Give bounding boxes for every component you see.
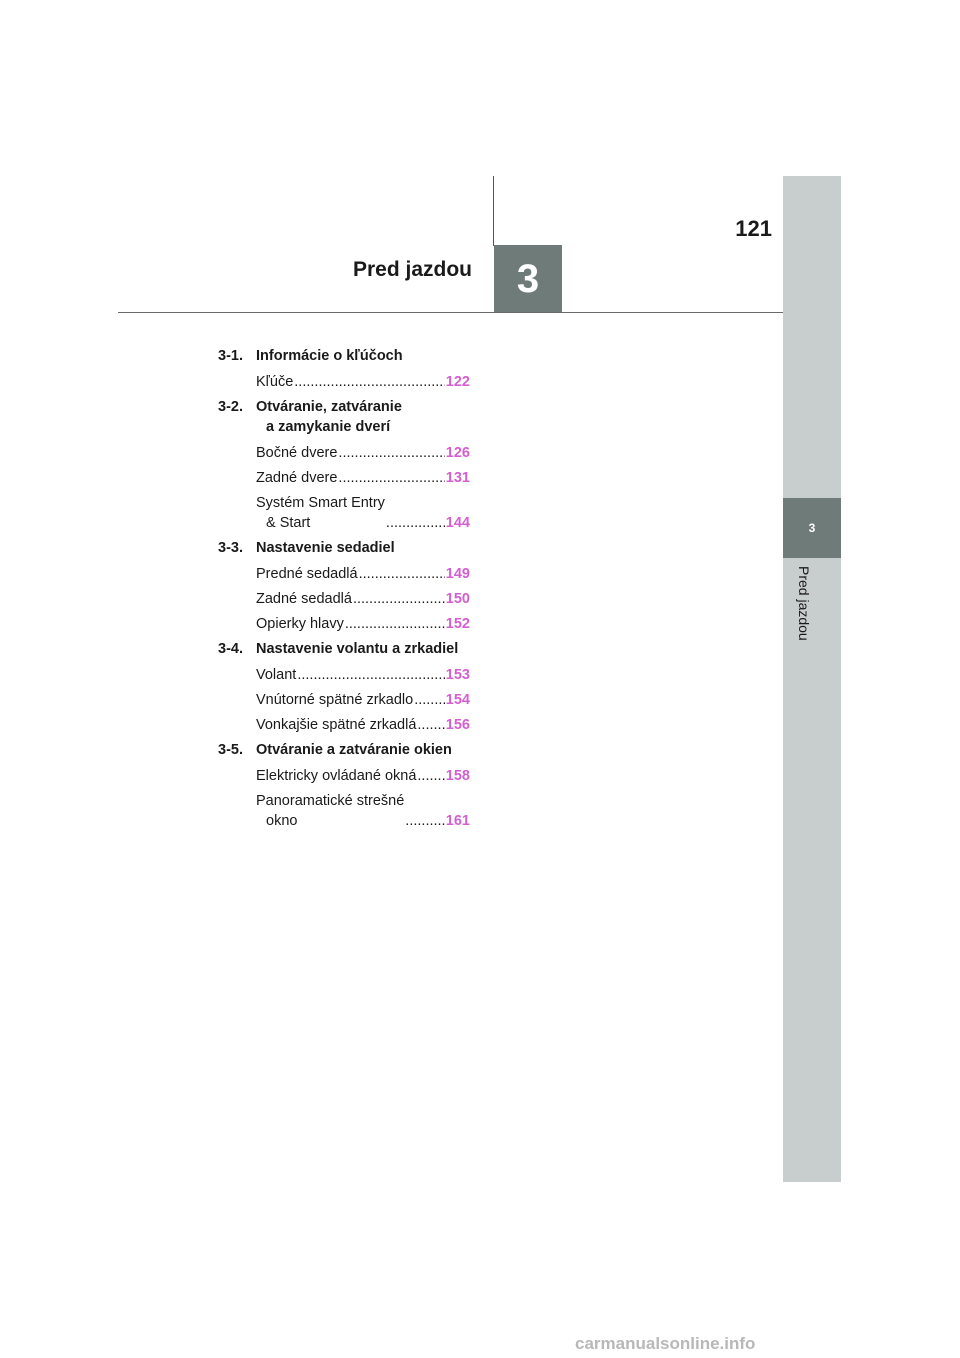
leader-dots xyxy=(405,811,445,831)
table-of-contents xyxy=(218,346,470,836)
entry-label-line2: & Start xyxy=(266,515,311,531)
entry-page-link[interactable]: 126 xyxy=(445,445,470,461)
section-title-line2: a zamykanie dverí xyxy=(266,419,391,435)
entry-label: Zadné sedadlá xyxy=(256,591,352,607)
toc-entry[interactable] xyxy=(256,564,470,584)
entry-label: Elektricky ovládané okná xyxy=(256,768,417,784)
toc-entry[interactable] xyxy=(256,614,470,634)
entry-label: Kľúče xyxy=(256,374,294,390)
entry-page-link[interactable]: 156 xyxy=(445,717,470,733)
leader-dots xyxy=(338,468,444,488)
entry-page-link[interactable]: 131 xyxy=(445,470,470,486)
section-title-line1: Otváranie, zatváranie xyxy=(256,399,402,415)
divider-vertical xyxy=(493,176,494,246)
entry-page-link[interactable]: 144 xyxy=(445,515,470,531)
entry-label: Opierky hlavy xyxy=(256,616,344,632)
toc-entry[interactable] xyxy=(256,715,470,735)
toc-entry[interactable] xyxy=(256,665,470,685)
entry-label-line2: okno xyxy=(266,813,298,829)
entry-label-line1: Panoramatické strešné xyxy=(256,793,405,809)
toc-entry[interactable] xyxy=(256,766,470,786)
entry-page-link[interactable]: 154 xyxy=(445,692,470,708)
toc-entry[interactable] xyxy=(256,372,470,392)
chapter-sidebar xyxy=(783,176,841,1182)
section-title: Informácie o kľúčoch xyxy=(256,348,403,364)
toc-section-3-3 xyxy=(218,538,470,558)
chapter-title: Pred jazdou xyxy=(352,258,472,281)
toc-section-3-2 xyxy=(218,397,470,437)
entry-label xyxy=(256,493,385,533)
toc-entry[interactable] xyxy=(256,443,470,463)
section-number: 3-3. xyxy=(218,540,243,556)
entry-label: Predné sedadlá xyxy=(256,566,358,582)
chapter-number-box: 3 xyxy=(494,245,562,313)
leader-dots xyxy=(414,690,445,710)
section-title: Nastavenie volantu a zrkadiel xyxy=(256,641,459,657)
leader-dots xyxy=(345,614,445,634)
section-number: 3-1. xyxy=(218,348,243,364)
entry-label xyxy=(256,791,404,831)
entry-label: Vnútorné spätné zrkadlo xyxy=(256,692,414,708)
entry-page-link[interactable]: 149 xyxy=(445,566,470,582)
toc-section-3-4 xyxy=(218,639,470,659)
entry-page-link[interactable]: 150 xyxy=(445,591,470,607)
section-number: 3-4. xyxy=(218,641,243,657)
section-title: Nastavenie sedadiel xyxy=(256,540,395,556)
section-title xyxy=(256,397,402,437)
entry-page-link[interactable]: 153 xyxy=(445,667,470,683)
sidebar-chapter-tab[interactable]: 3 xyxy=(783,498,841,558)
divider-horizontal xyxy=(118,312,783,313)
entry-page-link[interactable]: 161 xyxy=(445,813,470,829)
toc-section-3-1 xyxy=(218,346,470,366)
leader-dots xyxy=(386,513,445,533)
section-number: 3-5. xyxy=(218,742,243,758)
entry-label: Vonkajšie spätné zrkadlá xyxy=(256,717,417,733)
entry-page-link[interactable]: 158 xyxy=(445,768,470,784)
toc-entry[interactable] xyxy=(256,468,470,488)
leader-dots xyxy=(417,715,444,735)
page-number: 121 xyxy=(735,216,772,241)
toc-entry[interactable] xyxy=(256,589,470,609)
leader-dots xyxy=(294,372,445,392)
entry-label: Volant xyxy=(256,667,297,683)
toc-entry[interactable] xyxy=(256,791,470,831)
sidebar-chapter-label: Pred jazdou xyxy=(796,566,812,641)
leader-dots xyxy=(417,766,444,786)
entry-page-link[interactable]: 152 xyxy=(445,616,470,632)
toc-entry[interactable] xyxy=(256,690,470,710)
toc-section-3-5 xyxy=(218,740,470,760)
leader-dots xyxy=(353,589,445,609)
toc-entry[interactable] xyxy=(256,493,470,533)
leader-dots xyxy=(338,443,444,463)
entry-page-link[interactable]: 122 xyxy=(445,374,470,390)
watermark: carmanualsonline.info xyxy=(575,1334,756,1353)
entry-label-line1: Systém Smart Entry xyxy=(256,495,385,511)
leader-dots xyxy=(359,564,445,584)
entry-label: Bočné dvere xyxy=(256,445,338,461)
leader-dots xyxy=(297,665,444,685)
section-title: Otváranie a zatváranie okien xyxy=(256,742,452,758)
entry-label: Zadné dvere xyxy=(256,470,338,486)
section-number: 3-2. xyxy=(218,399,243,415)
